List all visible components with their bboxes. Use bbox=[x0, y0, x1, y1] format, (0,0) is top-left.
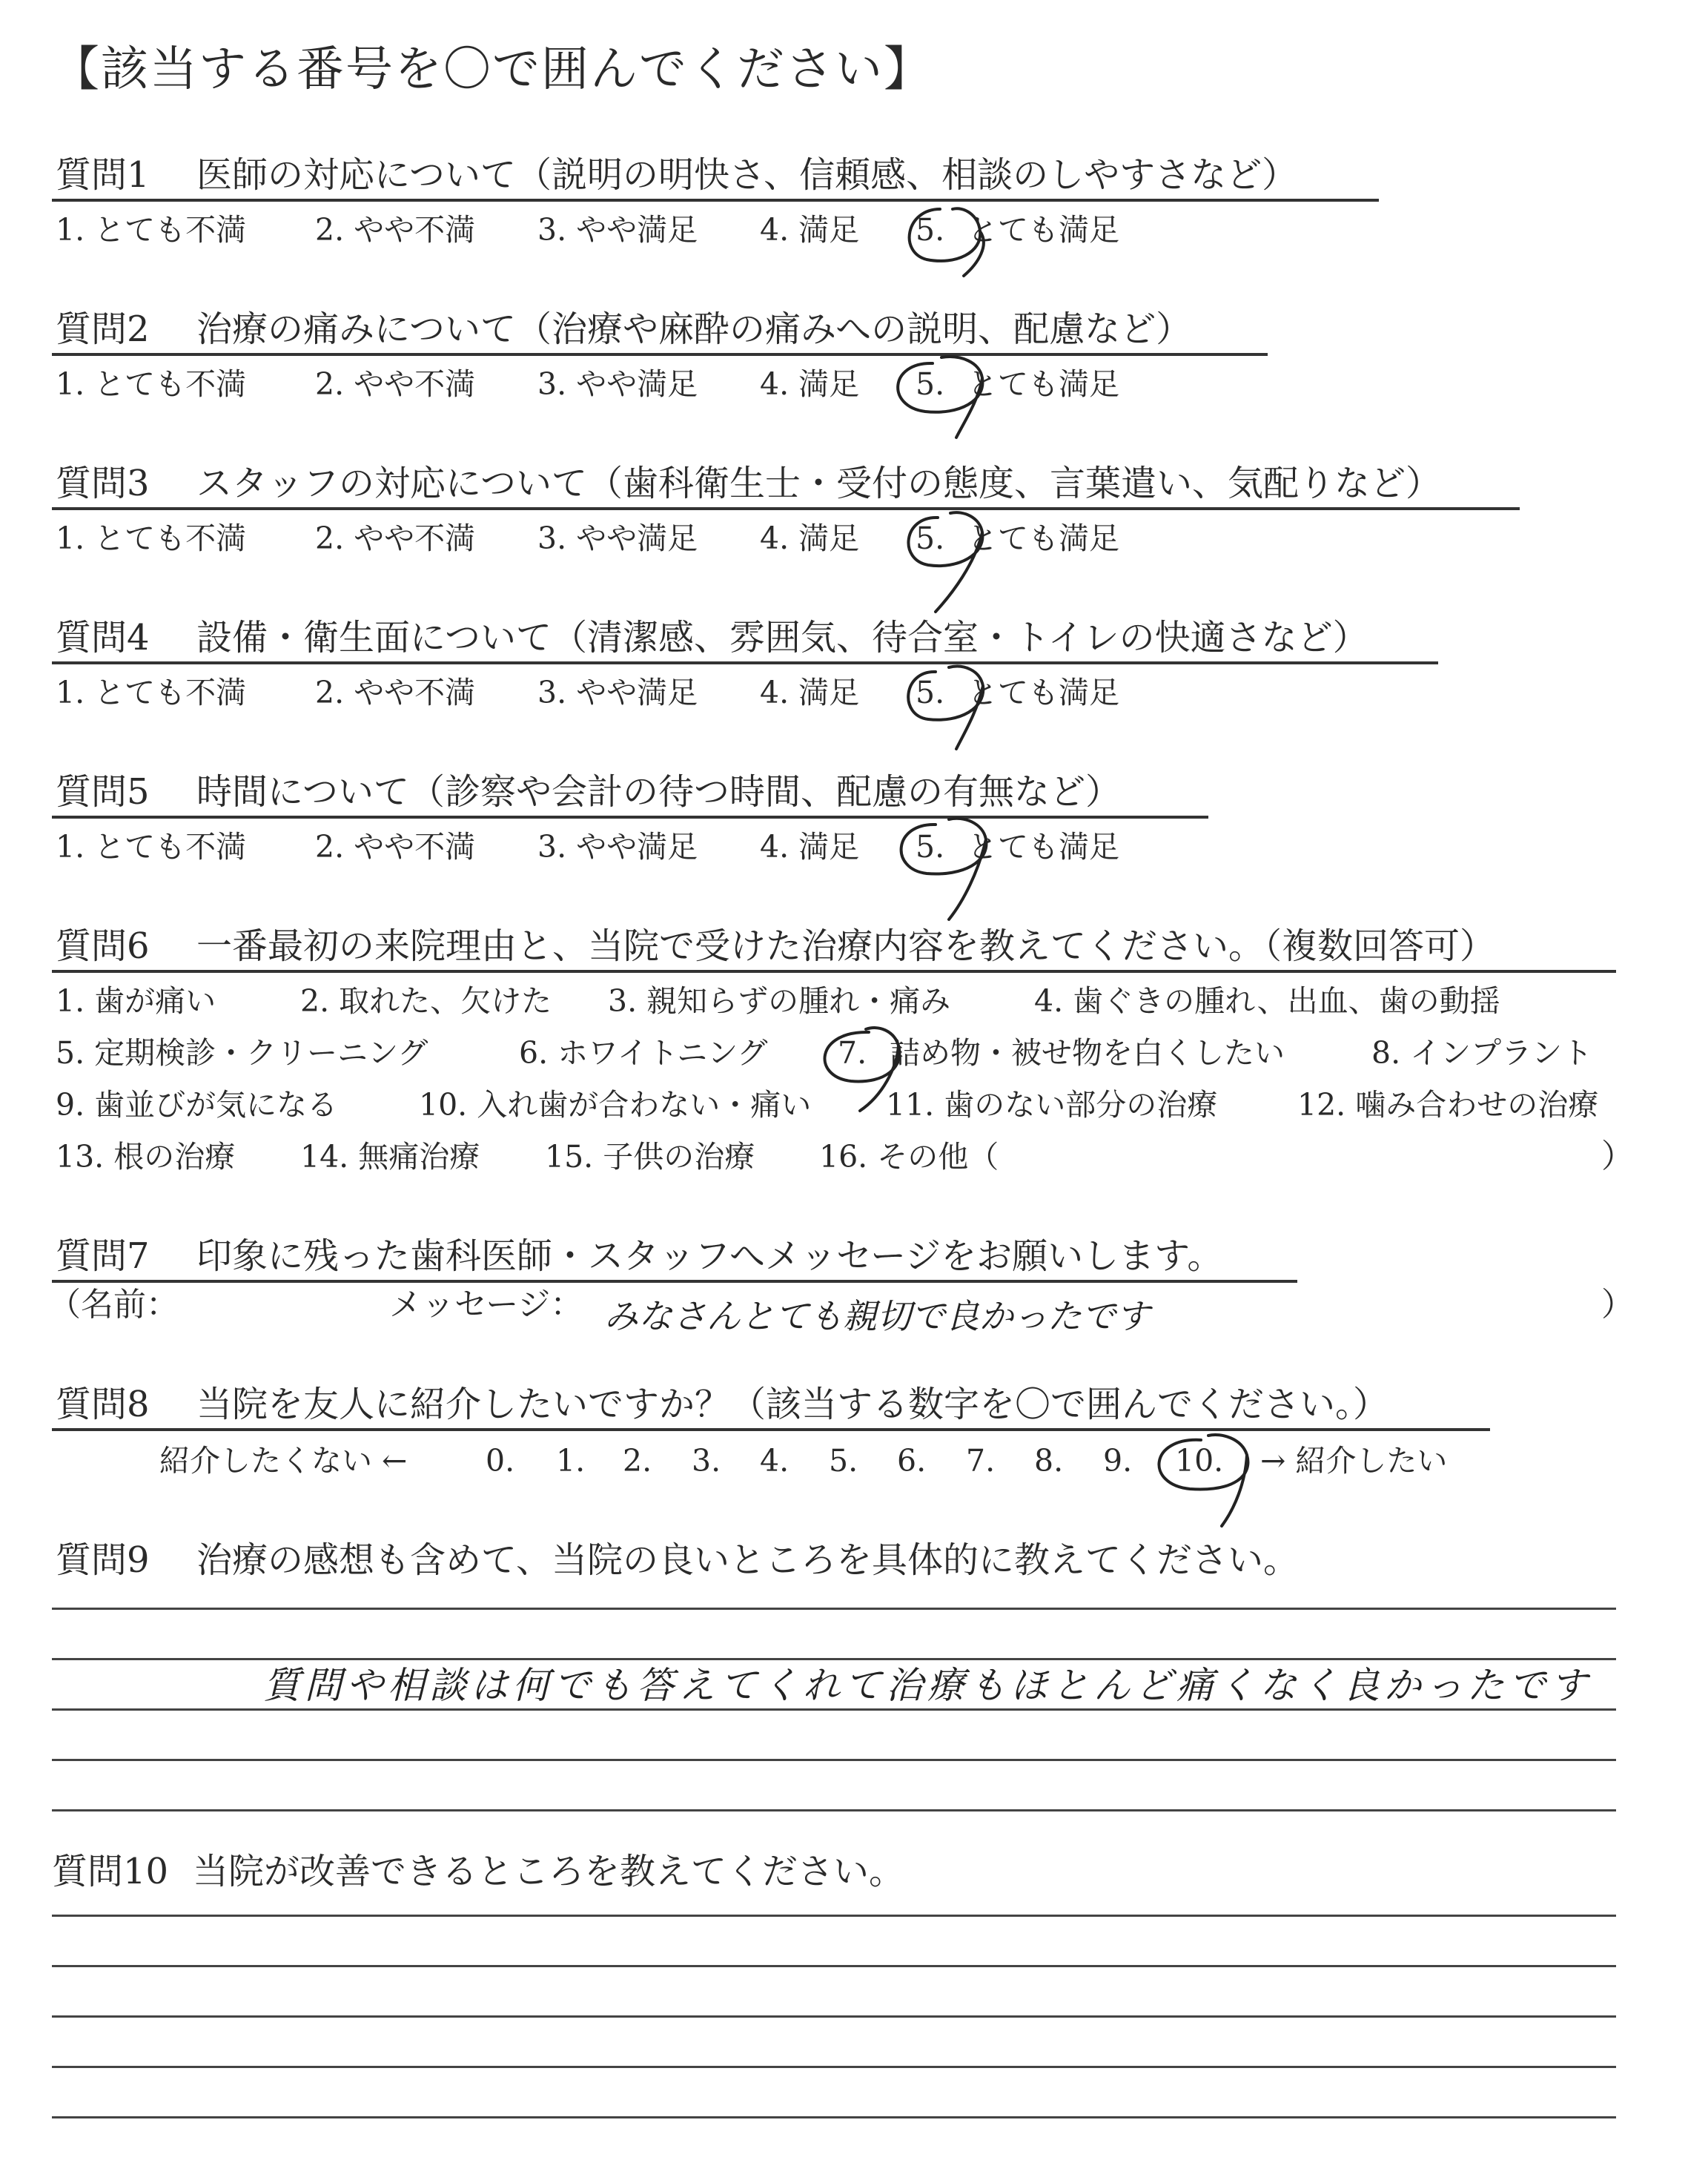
option-7-selected[interactable]: 7. bbox=[838, 1035, 867, 1071]
option-12[interactable]: 12. 噛み合わせの治療 bbox=[1297, 1087, 1599, 1123]
option-5-label: とても満足 bbox=[967, 829, 1119, 865]
scale-9[interactable]: 9. bbox=[1103, 1443, 1133, 1479]
answer-line bbox=[52, 1965, 1616, 1967]
question-9 bbox=[56, 1539, 1300, 1581]
question-text: 医師の対応について（説明の明快さ、信頼感、相談のしやすさなど） bbox=[196, 154, 1298, 196]
question-8 bbox=[56, 1384, 1389, 1425]
underline bbox=[52, 661, 1438, 664]
question-1 bbox=[56, 154, 1298, 196]
scale-3[interactable]: 3. bbox=[692, 1443, 721, 1479]
underline bbox=[52, 507, 1520, 510]
option-5-label: とても満足 bbox=[967, 521, 1119, 556]
option-2[interactable]: 2. やや不満 bbox=[315, 521, 476, 556]
question-text: 一番最初の来院理由と、当院で受けた治療内容を教えてください。（複数回答可） bbox=[196, 925, 1496, 967]
option-2[interactable]: 2. やや不満 bbox=[315, 212, 476, 248]
option-3[interactable]: 3. やや満足 bbox=[537, 521, 698, 556]
answer-line bbox=[52, 1759, 1616, 1761]
question-text: 治療の感想も含めて、当院の良いところを具体的に教えてください。 bbox=[196, 1539, 1300, 1581]
option-1[interactable]: 1. とても不満 bbox=[56, 366, 247, 402]
question-number: 質問10 bbox=[52, 1851, 169, 1892]
option-2[interactable]: 2. やや不満 bbox=[315, 829, 476, 865]
q9-handwritten-answer[interactable]: 質問や相談は何でも答えてくれて治療もほとんど痛くなく良かったです bbox=[263, 1664, 1592, 1707]
answer-line bbox=[52, 1608, 1616, 1610]
scale-5[interactable]: 5. bbox=[829, 1443, 858, 1479]
scale-right-label: → 紹介したい bbox=[1260, 1443, 1448, 1479]
option-2[interactable]: 2. 取れた、欠けた bbox=[300, 983, 552, 1019]
option-3[interactable]: 3. やや満足 bbox=[537, 829, 698, 865]
close-paren: ） bbox=[1601, 1286, 1634, 1324]
option-14[interactable]: 14. 無痛治療 bbox=[300, 1139, 480, 1175]
question-text: 当院が改善できるところを教えてください。 bbox=[193, 1851, 905, 1892]
option-9[interactable]: 9. 歯並びが気になる bbox=[56, 1087, 338, 1123]
option-4[interactable]: 4. 満足 bbox=[760, 366, 860, 402]
option-1[interactable]: 1. 歯が痛い bbox=[56, 983, 216, 1019]
question-number: 質問5 bbox=[56, 771, 150, 813]
option-4[interactable]: 4. 歯ぐきの腫れ、出血、歯の動揺 bbox=[1034, 983, 1500, 1019]
option-5-selected[interactable]: 5. bbox=[916, 521, 945, 556]
question-7 bbox=[56, 1235, 1223, 1277]
question-text: スタッフの対応について（歯科衛生士・受付の態度、言葉遣い、気配りなど） bbox=[196, 463, 1442, 504]
question-3 bbox=[56, 463, 1442, 504]
option-5-label: とても満足 bbox=[967, 366, 1119, 402]
answer-line bbox=[52, 1658, 1616, 1660]
option-5[interactable]: 5. 定期検診・クリーニング bbox=[56, 1035, 428, 1071]
option-3[interactable]: 3. やや満足 bbox=[537, 212, 698, 248]
close-paren: ） bbox=[1601, 1137, 1634, 1175]
underline bbox=[52, 199, 1379, 202]
option-5-selected[interactable]: 5. bbox=[916, 829, 945, 865]
question-number: 質問9 bbox=[56, 1539, 150, 1581]
option-16[interactable]: 16. その他（ bbox=[819, 1139, 999, 1175]
form-title: 【該当する番号を〇で囲んでください】 bbox=[52, 42, 933, 97]
question-text: 印象に残った歯科医師・スタッフへメッセージをお願いします。 bbox=[196, 1235, 1223, 1277]
underline bbox=[52, 970, 1616, 973]
question-text: 設備・衛生面について（清潔感、雰囲気、待合室・トイレの快適さなど） bbox=[196, 617, 1368, 658]
scale-0[interactable]: 0. bbox=[486, 1443, 515, 1479]
scale-7[interactable]: 7. bbox=[966, 1443, 996, 1479]
option-5-selected[interactable]: 5. bbox=[916, 675, 945, 710]
option-5-label: とても満足 bbox=[967, 675, 1119, 710]
question-number: 質問7 bbox=[56, 1235, 150, 1277]
scale-10-selected[interactable]: 10. bbox=[1175, 1443, 1224, 1479]
scale-left-label: 紹介したくない ← bbox=[159, 1443, 408, 1479]
option-6[interactable]: 6. ホワイトニング bbox=[519, 1035, 768, 1071]
question-text: 当院を友人に紹介したいですか？（該当する数字を〇で囲んでください。） bbox=[196, 1384, 1389, 1425]
name-label: （名前： bbox=[48, 1286, 179, 1324]
underline bbox=[52, 1280, 1297, 1283]
answer-line bbox=[52, 1809, 1616, 1811]
option-1[interactable]: 1. とても不満 bbox=[56, 521, 247, 556]
scale-6[interactable]: 6. bbox=[897, 1443, 927, 1479]
option-13[interactable]: 13. 根の治療 bbox=[56, 1139, 236, 1175]
question-4 bbox=[56, 617, 1368, 658]
option-3[interactable]: 3. やや満足 bbox=[537, 366, 698, 402]
scale-1[interactable]: 1. bbox=[556, 1443, 586, 1479]
option-15[interactable]: 15. 子供の治療 bbox=[545, 1139, 755, 1175]
question-6 bbox=[56, 925, 1496, 967]
underline bbox=[52, 353, 1268, 356]
underline bbox=[52, 816, 1208, 819]
option-7-label: 詰め物・被せ物を白くしたい bbox=[890, 1035, 1285, 1071]
question-number: 質問4 bbox=[56, 617, 150, 658]
question-number: 質問6 bbox=[56, 925, 150, 967]
option-1[interactable]: 1. とても不満 bbox=[56, 829, 247, 865]
option-1[interactable]: 1. とても不満 bbox=[56, 212, 247, 248]
question-number: 質問3 bbox=[56, 463, 150, 504]
option-4[interactable]: 4. 満足 bbox=[760, 212, 860, 248]
option-5-selected[interactable]: 5. bbox=[916, 212, 945, 248]
question-10 bbox=[52, 1851, 905, 1892]
answer-line bbox=[52, 2116, 1616, 2118]
answer-line bbox=[52, 1708, 1616, 1711]
option-5-selected[interactable]: 5. bbox=[916, 366, 945, 402]
question-number: 質問1 bbox=[56, 154, 150, 196]
answer-line bbox=[52, 2015, 1616, 2018]
question-text: 時間について（診察や会計の待つ時間、配慮の有無など） bbox=[196, 771, 1122, 813]
option-3[interactable]: 3. 親知らずの腫れ・痛み bbox=[608, 983, 951, 1019]
option-2[interactable]: 2. やや不満 bbox=[315, 675, 476, 710]
option-2[interactable]: 2. やや不満 bbox=[315, 366, 476, 402]
message-label: メッセージ： bbox=[389, 1286, 583, 1324]
option-11[interactable]: 11. 歯のない部分の治療 bbox=[886, 1087, 1218, 1123]
scale-8[interactable]: 8. bbox=[1034, 1443, 1064, 1479]
answer-line bbox=[52, 1915, 1616, 1917]
underline bbox=[52, 1428, 1490, 1431]
option-4[interactable]: 4. 満足 bbox=[760, 829, 860, 865]
option-10[interactable]: 10. 入れ歯が合わない・痛い bbox=[419, 1087, 812, 1123]
option-4[interactable]: 4. 満足 bbox=[760, 521, 860, 556]
scale-4[interactable]: 4. bbox=[760, 1443, 790, 1479]
question-text: 治療の痛みについて（治療や麻酔の痛みへの説明、配慮など） bbox=[196, 308, 1192, 350]
answer-line bbox=[52, 2066, 1616, 2068]
question-2 bbox=[56, 308, 1192, 350]
question-number: 質問8 bbox=[56, 1384, 150, 1425]
option-1[interactable]: 1. とても不満 bbox=[56, 675, 247, 710]
option-4[interactable]: 4. 満足 bbox=[760, 675, 860, 710]
scale-2[interactable]: 2. bbox=[623, 1443, 652, 1479]
option-5-label: とても満足 bbox=[967, 212, 1119, 248]
question-number: 質問2 bbox=[56, 308, 150, 350]
message-handwritten[interactable]: みなさんとても親切で良かったです bbox=[604, 1296, 1150, 1336]
question-5 bbox=[56, 771, 1122, 813]
option-8[interactable]: 8. インプラント bbox=[1371, 1035, 1593, 1071]
option-3[interactable]: 3. やや満足 bbox=[537, 675, 698, 710]
